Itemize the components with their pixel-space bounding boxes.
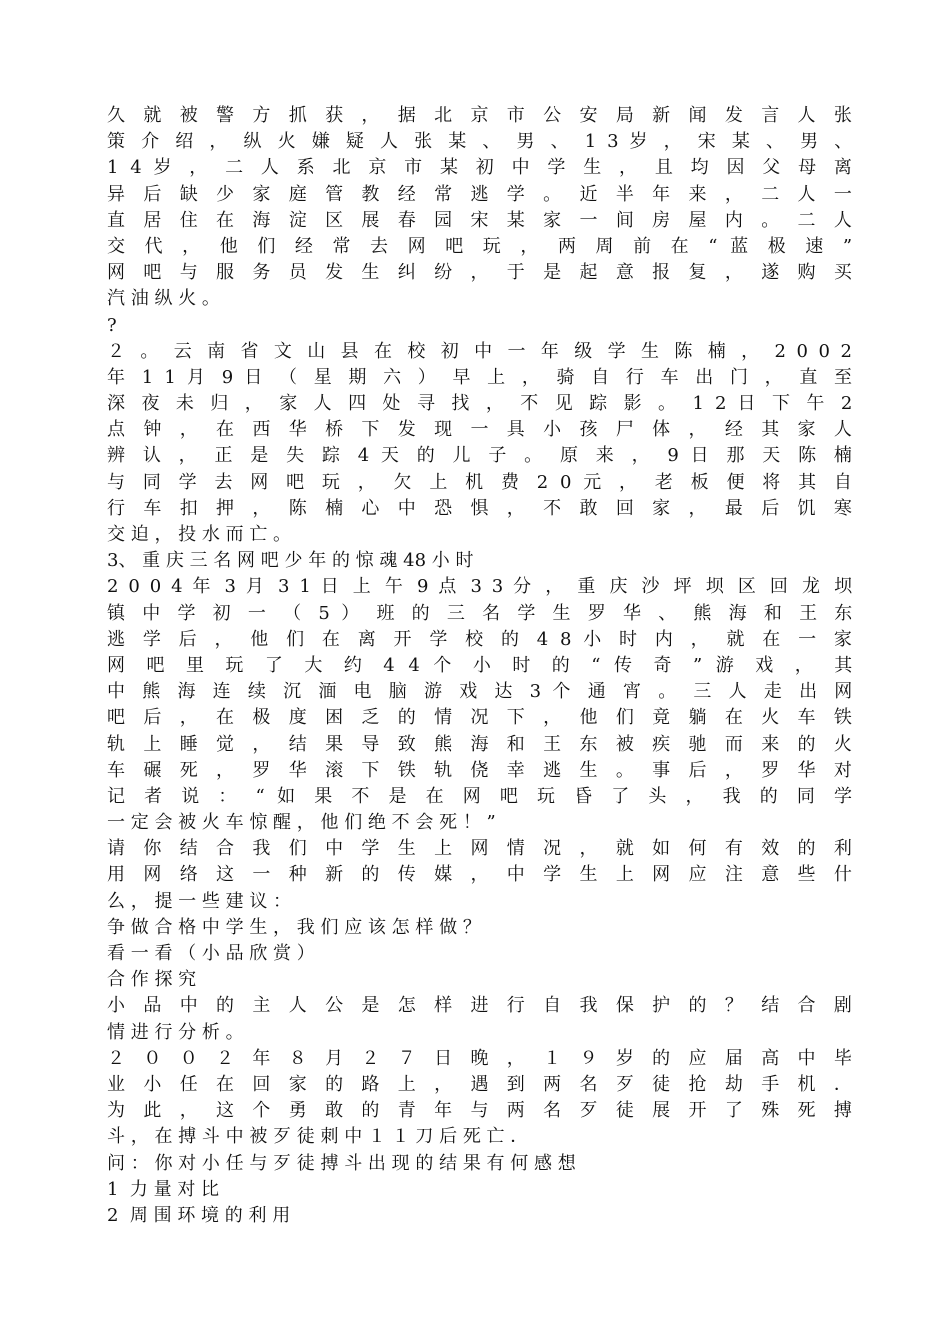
text-line: 么 ， 提 一 些 建 议 ： <box>107 890 292 912</box>
text-line: 一 定 会 被 火 车 惊 醒 ， 他 们 绝 不 会 死 ！ ” <box>107 812 496 834</box>
text-line: 2 周 围 环 境 的 利 用 <box>107 1204 291 1226</box>
text-line: 交 迫 ， 投 水 而 亡 。 <box>107 524 292 545</box>
text-line: 记 者 说 ： “ 如 果 不 是 在 网 吧 玩 昏 了 头 ， 我 的 同 学 <box>107 785 852 807</box>
text-line: 小 品 中 的 主 人 公 是 怎 样 进 行 自 我 保 护 的 ？ 结 合 剧 <box>107 995 852 1017</box>
text-line: 请 你 结 合 我 们 中 学 生 上 网 情 况 ， 就 如 何 有 效 的 利 <box>107 838 852 860</box>
text-line: 直 居 住 在 海 淀 区 展 春 园 宋 某 家 一 间 房 屋 内 。 二 人 <box>107 209 852 231</box>
text-line: 问 ： 你 对 小 任 与 歹 徒 搏 斗 出 现 的 结 果 有 何 感 想 <box>107 1152 576 1174</box>
text-line: ? <box>107 314 117 336</box>
text-line: 交 代 ， 他 们 经 常 去 网 吧 玩 ， 两 周 前 在 “ 蓝 极 速 ” <box>107 235 853 257</box>
document-body <box>107 103 852 1229</box>
text-line: 情 进 行 分 析 。 <box>107 1021 244 1043</box>
text-line: 2 0 0 4 年 3 月 3 1 日 上 午 9 点 3 3 分 ， 重 庆 沙 坪 坝 区 回 龙 坝 <box>107 576 853 598</box>
text-line: 久 就 被 警 方 抓 获 ， 据 北 京 市 公 安 局 新 闻 发 言 人 张 <box>107 105 852 126</box>
text-line: 吧 后 ， 在 极 度 困 乏 的 情 况 下 ， 他 们 竟 躺 在 火 车 铁 <box>107 707 852 729</box>
text-line: 车 碾 死 ， 罗 华 滚 下 铁 轨 侥 幸 逃 生 。 事 后 ， 罗 华 对 <box>107 759 852 781</box>
text-line: ２ ０ ０ ２ 年 ８ 月 ２ ７ 日 晚 ， １ ９ 岁 的 应 届 高 中 毕 <box>107 1047 852 1069</box>
text-line: 争 做 合 格 中 学 生 ， 我 们 应 该 怎 样 做 ？ <box>107 916 481 938</box>
text-line: 网 吧 与 服 务 员 发 生 纠 纷 ， 于 是 起 意 报 复 ， 遂 购 买 <box>107 262 852 284</box>
text-line: 镇 中 学 初 一 （ 5 ） 班 的 三 名 学 生 罗 华 、 熊 海 和 王 东 <box>107 602 853 624</box>
text-line: 用 网 络 这 一 种 新 的 传 媒 ， 中 学 生 上 网 应 注 意 些 什 <box>107 864 852 886</box>
text-line: 1 力 量 对 比 <box>107 1178 220 1200</box>
text-line: 与 同 学 去 网 吧 玩 ， 欠 上 机 费 2 0 元 ， 老 板 便 将 其 自 <box>107 471 852 493</box>
text-line: 为 此 ， 这 个 勇 敢 的 青 年 与 两 名 歹 徒 展 开 了 殊 死 搏 <box>107 1100 852 1122</box>
text-line: 斗 ， 在 搏 斗 中 被 歹 徒 刺 中 １ １ 刀 后 死 亡 ． <box>107 1126 529 1148</box>
text-line: 合 作 探 究 <box>107 969 197 991</box>
text-line: 逃 学 后 ， 他 们 在 离 开 学 校 的 4 8 小 时 内 ， 就 在 一 家 <box>107 628 852 650</box>
text-line: 轨 上 睡 觉 ， 结 果 导 致 熊 海 和 王 东 被 疾 驰 而 来 的 火 <box>107 733 852 755</box>
text-line: 辨 认 ， 正 是 失 踪 4 天 的 儿 子 。 原 来 ， 9 日 那 天 陈 楠 <box>107 445 852 467</box>
text-line: 深 夜 未 归 ， 家 人 四 处 寻 找 ， 不 见 踪 影 。 1 2 日 下 午 2 <box>107 393 853 415</box>
text-line: 行 车 扣 押 ， 陈 楠 心 中 恐 惧 ， 不 敢 回 家 ， 最 后 饥 寒 <box>107 497 852 519</box>
text-line: 年 1 1 月 9 日 （ 星 期 六 ） 早 上 ， 骑 自 行 车 出 门 ， 直 至 <box>107 366 853 388</box>
text-line: ２ 。 云 南 省 文 山 县 在 校 初 中 一 年 级 学 生 陈 楠 ， 2 0 0 2 <box>107 340 852 362</box>
text-line: 中 熊 海 连 续 沉 湎 电 脑 游 戏 达 3 个 通 宵 。 三 人 走 出 网 <box>107 681 853 703</box>
text-line: 汽 油 纵 火 。 <box>107 288 220 310</box>
text-line: 3、 重 庆 三 名 网 吧 少 年 的 惊 魂 48 小 时 <box>107 550 474 572</box>
text-line: 点 钟 ， 在 西 华 桥 下 发 现 一 具 小 孩 尸 体 ， 经 其 家 人 <box>107 419 852 441</box>
text-line: 1 4 岁 ， 二 人 系 北 京 市 某 初 中 学 生 ， 且 均 因 父 母 离 <box>107 157 852 179</box>
text-line: 策 介 绍 ， 纵 火 嫌 疑 人 张 某 、 男 、 1 3 岁 ， 宋 某 、 男 、 <box>107 131 853 153</box>
text-line: 网 吧 里 玩 了 大 约 4 4 个 小 时 的 “ 传 奇 ” 游 戏 ， 其 <box>107 654 853 676</box>
text-line: 看 一 看 （ 小 品 欣 赏 ） <box>107 943 315 964</box>
text-line: 业 小 任 在 回 家 的 路 上 ， 遇 到 两 名 歹 徒 抢 劫 手 机 ． <box>107 1073 852 1095</box>
text-line: 异 后 缺 少 家 庭 管 教 经 常 逃 学 。 近 半 年 来 ， 二 人 一 <box>107 183 852 205</box>
